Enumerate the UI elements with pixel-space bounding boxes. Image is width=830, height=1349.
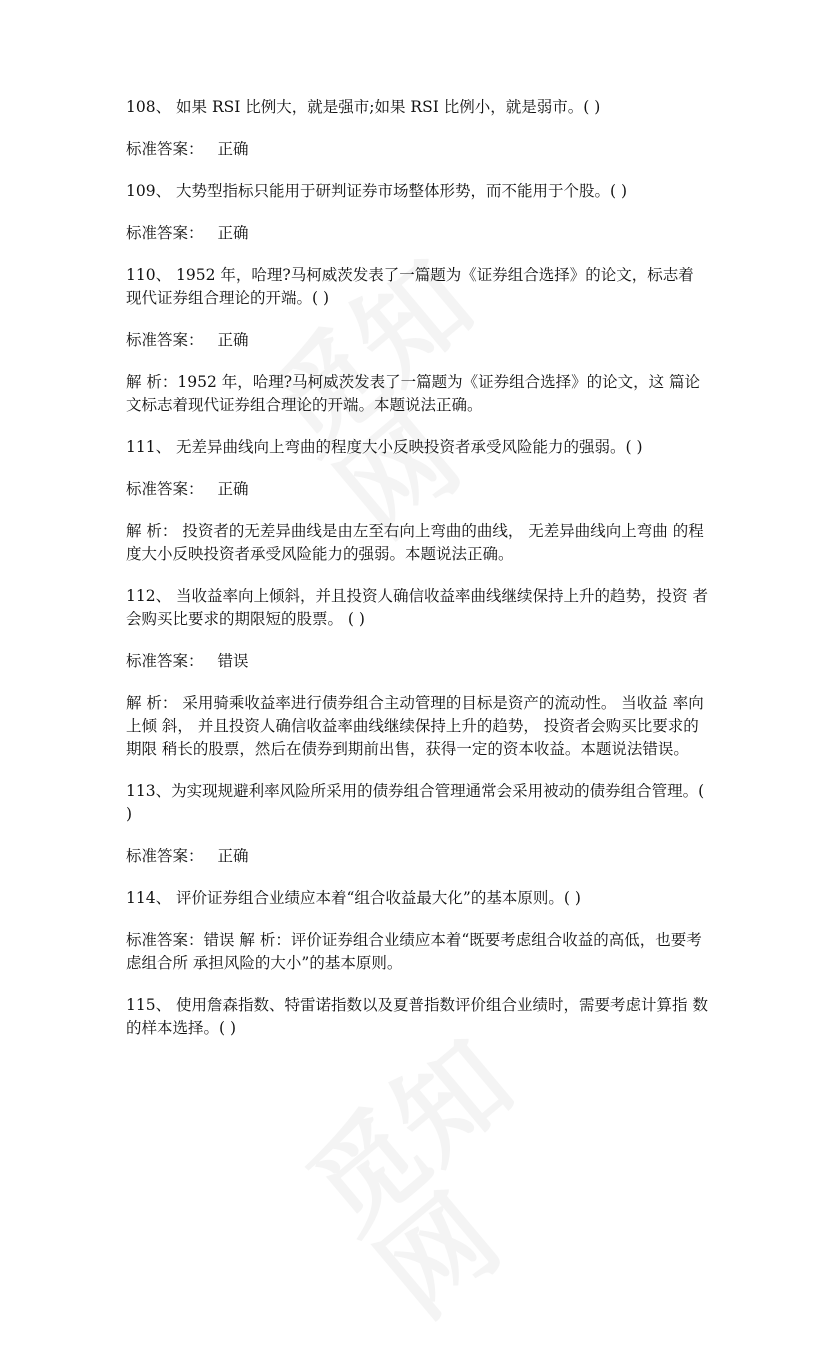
answer-value: 正确 [217,224,249,242]
question-list [126,96,711,1059]
answer-value: 正确 [217,480,249,498]
question-111: 111、 无差异曲线向上弯曲的程度大小反映投资者承受风险能力的强弱。( ) [126,438,643,456]
question-114: 114、 评价证券组合业绩应本着“组合收益最大化”的基本原则。( ) [126,889,581,907]
answer-value: 错误 [217,652,249,670]
answer-label: 标准答案： [126,480,204,498]
answer-111 [126,478,711,501]
question-108: 108、 如果 RSI 比例大，就是强市;如果 RSI 比例小，就是弱市。( ) [126,98,601,116]
answer-label: 标准答案： [126,652,204,670]
answer-label: 标准答案： [126,224,204,242]
answer-108 [126,138,711,161]
answer-110 [126,329,711,352]
answer-113 [126,845,711,868]
explanation-112: 解 析： 采用骑乘收益率进行债券组合主动管理的目标是资产的流动性。 当收益 率向上倾 斜， 并且投资人确信收益率曲线继续保持上升的趋势， 投资者会购买比要求的期限 稍长的股票，然后在债券到期前出售，获得一定的资本收益。本题说法错误。 [126,694,704,758]
answer-label: 标准答案： [126,847,204,865]
answer-label: 标准答案： [126,331,204,349]
answer-label: 标准答案： [126,140,204,158]
question-112: 112、 当收益率向上倾斜，并且投资人确信收益率曲线继续保持上升的趋势，投资 者会购买比要求的期限短的股票。 ( ) [126,587,708,628]
answer-value: 正确 [217,140,249,158]
answer-112 [126,650,711,673]
answer-value: 正确 [217,331,249,349]
question-113: 113、为实现规避利率风险所采用的债券组合管理通常会采用被动的债券组合管理。( ) [126,782,705,823]
answer-109 [126,222,711,245]
question-110: 110、 1952 年，哈理?马柯威茨发表了一篇题为《证券组合选择》的论文，标志着 现代证券组合理论的开端。( ) [126,266,694,307]
question-115: 115、 使用詹森指数、特雷诺指数以及夏普指数评价组合业绩时，需要考虑计算指 数的样本选择。( ) [126,996,708,1037]
explanation-110: 解 析：1952 年，哈理?马柯威茨发表了一篇题为《证券组合选择》的论文，这 篇论文标志着现代证券组合理论的开端。本题说法正确。 [126,373,701,414]
answer-value: 正确 [217,847,249,865]
watermark [291,1011,629,1349]
answer-explanation-114: 标准答案：错误 解 析：评价证券组合业绩应本着“既要考虑组合收益的高低，也要考虑组合所 承担风险的大小”的基本原则。 [126,931,702,972]
explanation-111: 解 析： 投资者的无差异曲线是由左至右向上弯曲的曲线， 无差异曲线向上弯曲 的程度大小反映投资者承受风险能力的强弱。本题说法正确。 [126,522,704,563]
question-109: 109、 大势型指标只能用于研判证券市场整体形势，而不能用于个股。( ) [126,182,628,200]
